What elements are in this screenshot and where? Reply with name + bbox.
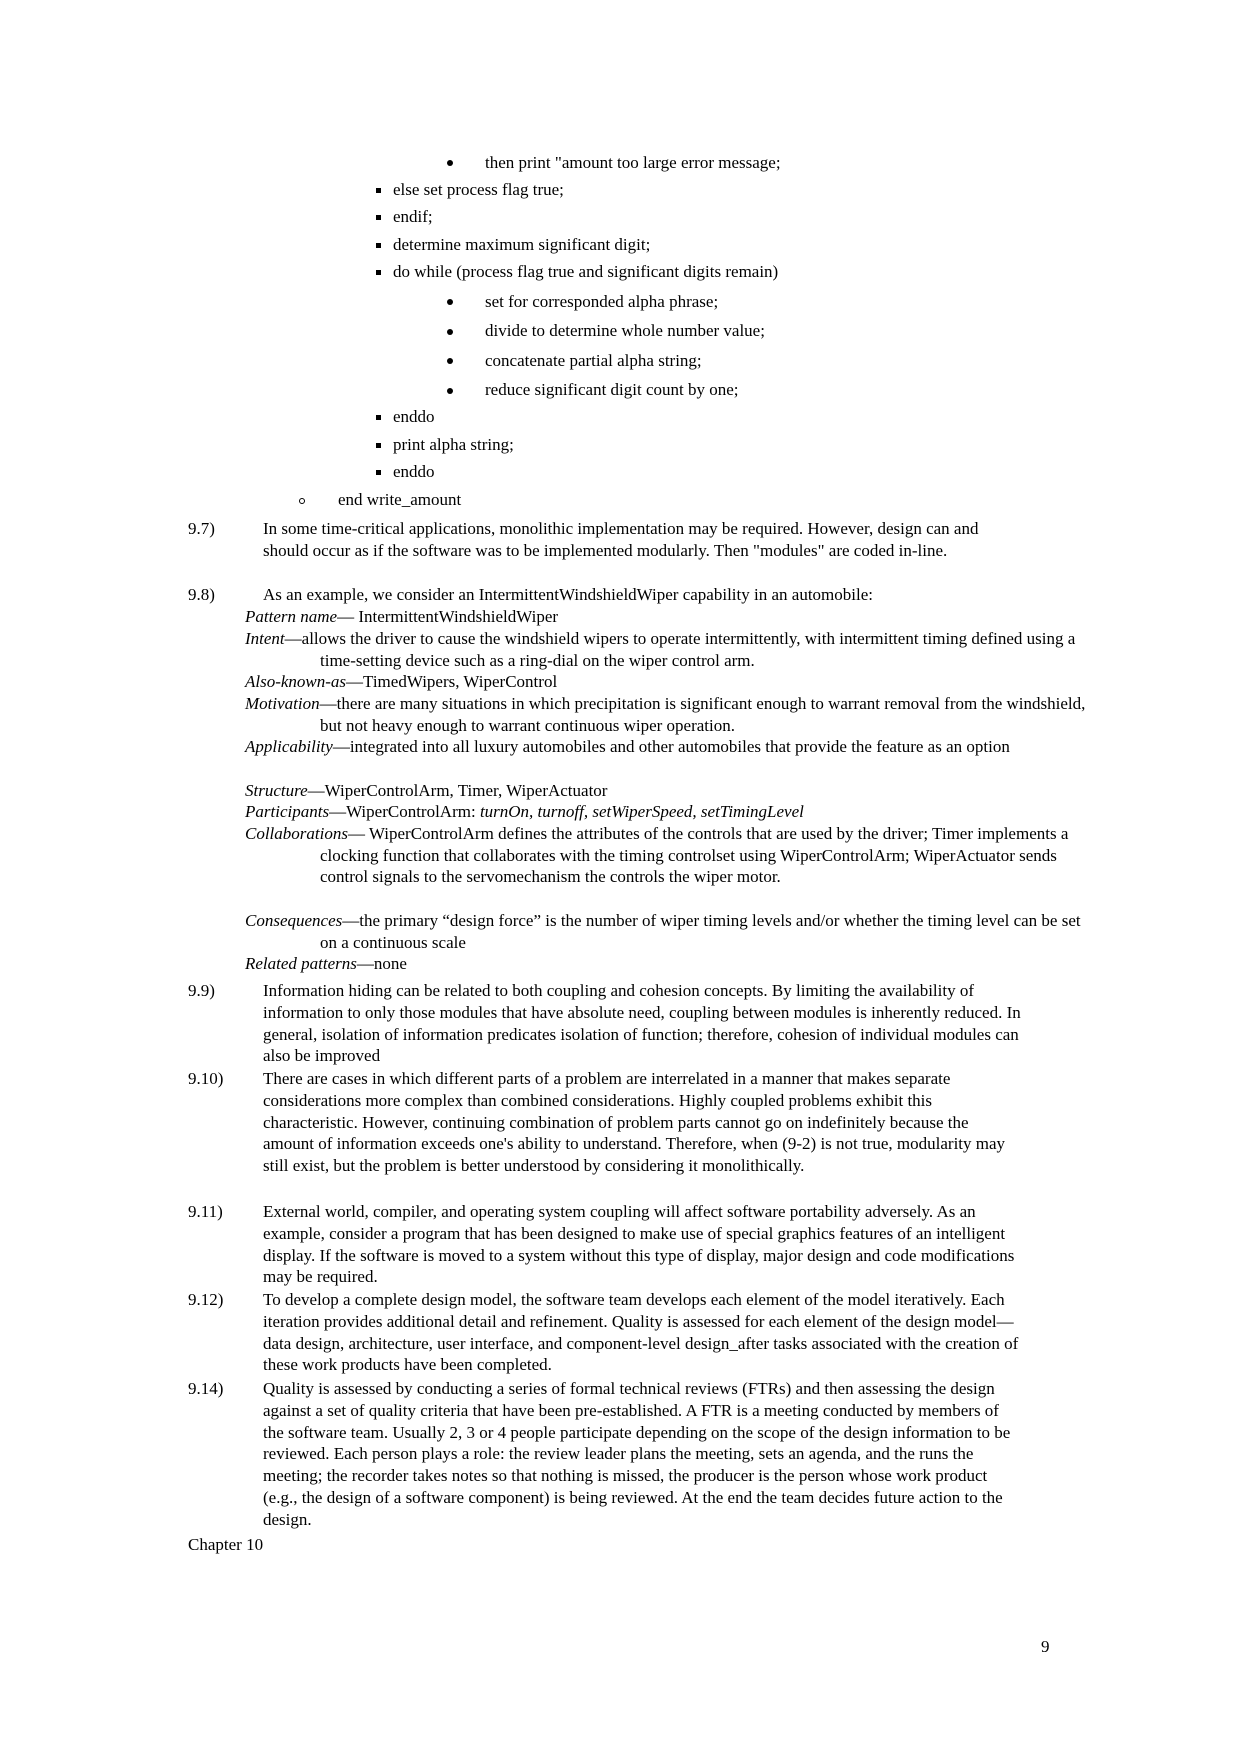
consequences-text: —the primary “design force” is the number of wiper timing levels and/or whether the timing level can be set on a continuous scale <box>320 911 1081 952</box>
pseudocode-line: endif; <box>393 207 433 226</box>
bullet-dot-icon <box>447 329 453 335</box>
item-number: 9.14) <box>188 1379 224 1398</box>
item-text: To develop a complete design model, the software team develops each element of the model iteratively. Each iteration provides additional detail and refinement. Quality is assessed for each element of the design model—data design, architecture, user interface, and component-level design_after tasks associated with the creation of these work products have been completed. <box>263 1290 1019 1375</box>
pseudocode-line: print alpha string; <box>393 435 514 454</box>
also-known-as-label: Also-known-as <box>245 672 347 691</box>
pattern-name-entry <box>245 606 1095 628</box>
collaborations-text: — WiperControlArm defines the attributes of the controls that are used by the driver; Timer implements a clocking function that collaborates with the timing controlset using WiperControlArm; WiperActuator sends control signals to the servomechanism the controls the wiper motor. <box>320 824 1069 887</box>
consequences-entry <box>245 910 1095 953</box>
applicability-text: —integrated into all luxury automobiles and other automobiles that provide the feature as an option <box>332 737 1010 756</box>
bullet-square-icon <box>376 243 381 248</box>
consequences-label: Consequences <box>245 911 343 930</box>
bullet-square-icon <box>376 470 381 475</box>
pseudocode-line: enddo <box>393 462 435 481</box>
pattern-name-text: — IntermittentWindshieldWiper <box>337 607 559 626</box>
item-text: As an example, we consider an IntermittentWindshieldWiper capability in an automobile: <box>263 585 873 604</box>
bullet-square-icon <box>376 443 381 448</box>
pseudocode-line: else set process flag true; <box>393 180 564 199</box>
motivation-text: —there are many situations in which precipitation is significant enough to warrant removal from the windshield, but not heavy enough to warrant continuous wiper operation. <box>319 694 1086 735</box>
pseudocode-line: divide to determine whole number value; <box>485 321 765 340</box>
item-number: 9.12) <box>188 1290 224 1309</box>
applicability-label: Applicability <box>245 737 333 756</box>
related-patterns-entry <box>245 953 1095 975</box>
bullet-dot-icon <box>447 299 453 305</box>
participants-text: —WiperControlArm: <box>329 802 480 821</box>
structure-entry <box>245 780 1095 802</box>
pseudocode-line: enddo <box>393 407 435 426</box>
item-text: Quality is assessed by conducting a series of formal technical reviews (FTRs) and then assessing the design against a set of quality criteria that have been pre-established. A FTR is a meeting conducted by members of the software team. Usually 2, 3 or 4 people participate depending on the scope of the design information to be reviewed. Each person plays a role: the review leader plans the meeting, sets an agenda, and the runs the meeting; the recorder takes notes so that nothing is missed, the producer is the person whose work product (e.g., the design of a software component) is being reviewed. At the end the team decides future action to the design. <box>263 1379 1011 1529</box>
pseudocode-line: determine maximum significant digit; <box>393 235 651 254</box>
intent-label: Intent <box>245 629 285 648</box>
motivation-entry <box>245 693 1095 736</box>
collaborations-label: Collaborations <box>245 824 348 843</box>
pattern-name-label: Pattern name <box>245 607 338 626</box>
pseudocode-line: do while (process flag true and significant digits remain) <box>393 262 779 281</box>
pseudocode-line: then print "amount too large error message; <box>485 153 781 172</box>
participants-entry <box>245 801 1095 823</box>
related-patterns-text: —none <box>356 954 407 973</box>
pseudocode-line: reduce significant digit count by one; <box>485 380 739 399</box>
bullet-dot-icon <box>447 160 453 166</box>
pseudocode-line: concatenate partial alpha string; <box>485 351 702 370</box>
applicability-entry <box>245 736 1095 758</box>
item-number: 9.11) <box>188 1202 223 1221</box>
item-number: 9.8) <box>188 585 215 604</box>
chapter-heading: Chapter 10 <box>188 1535 264 1554</box>
collaborations-entry <box>245 823 1095 888</box>
page-number: 9 <box>1041 1637 1050 1656</box>
bullet-dot-icon <box>447 358 453 364</box>
intent-text: —allows the driver to cause the windshield wipers to operate intermittently, with intermittent timing defined using a time-setting device such as a ring-dial on the wiper control arm. <box>284 629 1076 670</box>
structure-label: Structure <box>245 781 308 800</box>
item-text: In some time-critical applications, monolithic implementation may be required. However, design can and should occur as if the software was to be implemented modularly. Then "modules" are coded in-line. <box>263 519 979 560</box>
bullet-square-icon <box>376 270 381 275</box>
item-number: 9.9) <box>188 981 215 1000</box>
participants-methods: turnOn, turnoff, setWiperSpeed, setTimingLevel <box>479 802 804 821</box>
item-number: 9.10) <box>188 1069 224 1088</box>
pseudocode-line: set for corresponded alpha phrase; <box>485 292 719 311</box>
bullet-dot-icon <box>447 388 453 394</box>
item-text: External world, compiler, and operating system coupling will affect software portability adversely. As an example, consider a program that has been designed to make use of special graphics features of an intelligent display. If the software is moved to a system without this type of display, major design and code modifications may be required. <box>263 1202 1015 1287</box>
bullet-square-icon <box>376 415 381 420</box>
structure-text: —WiperControlArm, Timer, WiperActuator <box>307 781 608 800</box>
intent-entry <box>245 628 1095 671</box>
also-known-as-text: —TimedWipers, WiperControl <box>346 672 558 691</box>
item-text: Information hiding can be related to both coupling and cohesion concepts. By limiting the availability of information to only those modules that have absolute need, coupling between modules is inherently reduced. In general, isolation of information predicates isolation of function; therefore, cohesion of individual modules can also be improved <box>263 981 1021 1066</box>
pseudocode-line: end write_amount <box>338 490 462 509</box>
bullet-circle-icon <box>299 498 305 504</box>
related-patterns-label: Related patterns <box>245 954 357 973</box>
motivation-label: Motivation <box>245 694 320 713</box>
item-text: There are cases in which different parts of a problem are interrelated in a manner that makes separate considerations more complex than combined considerations. Highly coupled problems exhibit this characteristic. However, continuing combination of problem parts cannot go on indefinitely because the amount of information exceeds one's ability to understand. Therefore, when (9-2) is not true, modularity may still exist, but the problem is better understood by considering it monolithically. <box>263 1069 1006 1176</box>
also-known-as-entry <box>245 671 1095 693</box>
item-number: 9.7) <box>188 519 215 538</box>
bullet-square-icon <box>376 188 381 193</box>
bullet-square-icon <box>376 215 381 220</box>
participants-label: Participants <box>245 802 330 821</box>
